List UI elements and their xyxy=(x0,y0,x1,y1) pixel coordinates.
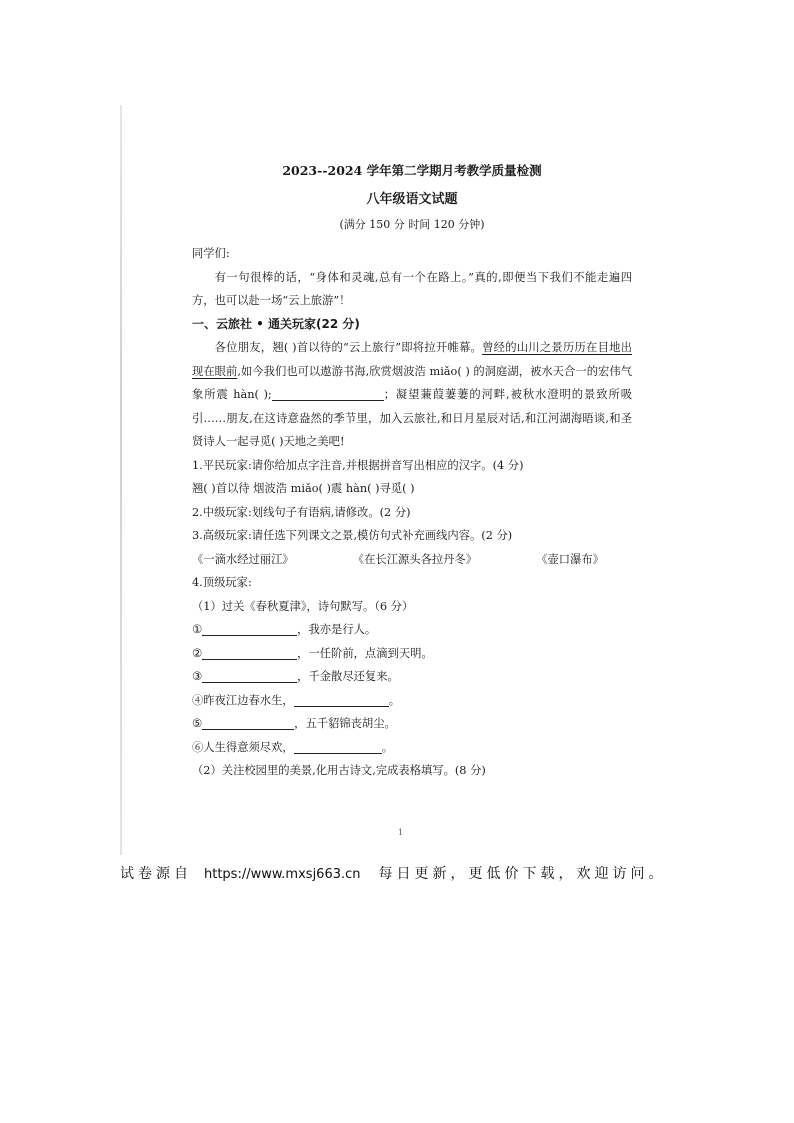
footer-left: 试卷源自 xyxy=(120,866,192,882)
question-4-1: （1）过关《春秋夏津》，诗句默写。（6 分） xyxy=(192,599,414,613)
answer-blank[interactable] xyxy=(202,621,297,636)
poem-text: ，一任阶前，点滴到天明。 xyxy=(297,646,433,660)
poem-line-1 xyxy=(192,618,632,642)
answer-blank[interactable] xyxy=(202,668,297,683)
footer-banner xyxy=(120,864,680,885)
answer-blank[interactable] xyxy=(294,692,389,707)
exam-title: 2023--2024 学年第二学期月考教学质量检测 xyxy=(282,163,542,178)
poem-text: ⑥人生得意须尽欢， xyxy=(192,740,294,754)
poem-text: 。 xyxy=(388,693,400,707)
passage-part-c: ；凝望蒹葭萋萋的河畔,被秋水澄明的景致所吸引……朋友,在这诗意盎然的季节里，加入云旅社,和日月星辰对话,和江河湖海晤谈,和圣贤诗人一起寻觅( )天地之美吧! xyxy=(192,388,633,448)
section-passage xyxy=(192,336,632,454)
poem-text: ④昨夜江边春水生， xyxy=(192,693,294,707)
poem-marker: ② xyxy=(192,646,203,660)
passage-part-a: 各位朋友，翘( )首以待的“云上旅行”即将拉开帷幕。 xyxy=(214,341,483,354)
passage-part-b: ,如今我们也可以遨游书海,欣赏烟波浩 miǎo( ) 的洞庭湖，被水天合一的宏伟气象所震 hàn( ); xyxy=(192,364,632,401)
poem-line-2 xyxy=(192,642,632,666)
footer-url[interactable]: https://www.mxsj663.cn xyxy=(204,867,361,882)
section-heading: 一、云旅社 • 通关玩家(22 分) xyxy=(192,316,360,331)
passage-blank[interactable] xyxy=(272,386,384,401)
lesson-title: 《一滴水经过丽江》 xyxy=(192,552,294,566)
answer-blank[interactable] xyxy=(202,645,297,660)
poem-text: ，五千貂锦丧胡尘。 xyxy=(294,717,396,730)
lesson-title: 《壶口瀑布》 xyxy=(536,552,604,566)
poem-text: 。 xyxy=(381,740,393,754)
poem-text: ，千金散尽还复来。 xyxy=(297,670,399,683)
question-3-titles xyxy=(192,548,632,572)
intro-paragraph: 有一句很棒的话，“身体和灵魂,总有一个在路上。”真的,即便当下我们不能走遍四方，也可以赴一场“云上旅游”！ xyxy=(192,270,632,307)
poem-text: ，我亦是行人。 xyxy=(297,623,377,636)
poem-line-3 xyxy=(192,665,632,689)
exam-meta: (满分 150 分 时间 120 分钟) xyxy=(339,218,485,231)
page-number: 1 xyxy=(398,828,404,837)
poem-marker: ⑤ xyxy=(192,717,203,730)
exam-page xyxy=(192,160,632,783)
greeting: 同学们: xyxy=(192,247,230,260)
question-2: 2.中级玩家:划线句子有语病,请修改。(2 分) xyxy=(192,505,411,519)
question-1: 1.平民玩家:请你给加点字注音,并根据拼音写出相应的汉字。(4 分) xyxy=(192,458,524,472)
answer-blank[interactable] xyxy=(202,715,294,730)
poem-line-5 xyxy=(192,712,632,736)
question-3: 3.高级玩家:请任选下列课文之景,模仿句式补充画线内容。(2 分) xyxy=(192,529,513,542)
question-4-2: （2）关注校园里的美景,化用古诗文,完成表格填写。(8 分) xyxy=(192,764,486,777)
lesson-title: 《在长江源头各拉丹冬》 xyxy=(352,552,478,566)
question-4: 4.顶级玩家: xyxy=(192,576,252,589)
answer-blank[interactable] xyxy=(294,739,382,754)
poem-line-4 xyxy=(192,689,632,713)
question-1-items: 翘( )首以待 烟波浩 miǎo( )震 hàn( )寻觅( ) xyxy=(192,482,415,495)
underlined-sentence: 曾经的山川之景历历在目地出现在眼前 xyxy=(192,341,632,378)
poem-line-6 xyxy=(192,736,632,760)
poem-marker: ③ xyxy=(192,670,203,683)
exam-subtitle: 八年级语文试题 xyxy=(366,192,458,207)
footer-right: 每日更新，更低价下载，欢迎访问。 xyxy=(378,866,667,882)
scan-edge-line xyxy=(120,105,122,855)
poem-marker: ① xyxy=(192,623,203,636)
